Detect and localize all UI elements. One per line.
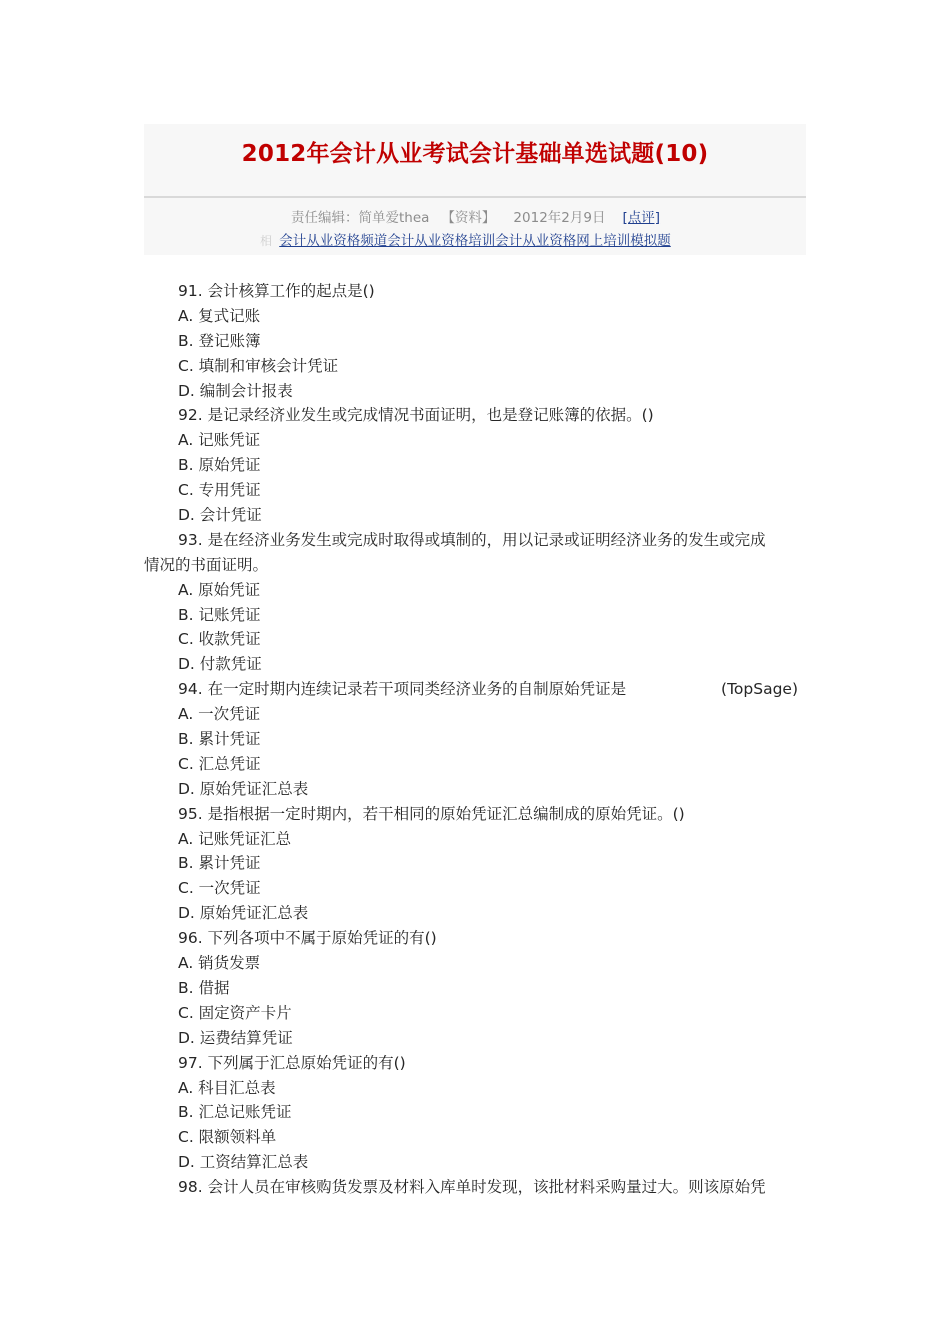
- related-links-row: [144, 229, 806, 253]
- option: B. 累计凭证: [178, 730, 261, 749]
- related-links[interactable]: 会计从业资格频道会计从业资格培训会计从业资格网上培训模拟题: [279, 233, 671, 249]
- meta-band: [144, 198, 806, 255]
- option: B. 借据: [178, 978, 230, 997]
- option: C. 固定资产卡片: [178, 1003, 292, 1022]
- source-tag: (TopSage): [721, 680, 798, 699]
- option: D. 原始凭证汇总表: [178, 779, 309, 798]
- option: D. 工资结算汇总表: [178, 1153, 309, 1172]
- option: C. 填制和审核会计凭证: [178, 356, 339, 375]
- question-stem: 92. 是记录经济业发生或完成情况书面证明，也是登记账簿的依据。(): [178, 406, 654, 425]
- option: D. 原始凭证汇总表: [178, 904, 309, 923]
- review-link[interactable]: [点评]: [622, 210, 661, 226]
- question-stem: 91. 会计核算工作的起点是(): [178, 282, 375, 300]
- option: B. 原始凭证: [178, 456, 261, 475]
- question-stem-continued: 情况的书面证明。: [144, 555, 269, 574]
- editor-text: 责任编辑：简单爱thea: [290, 210, 430, 226]
- date-text: 2012年2月9日: [513, 210, 606, 226]
- option: B. 记账凭证: [178, 605, 261, 624]
- option: A. 一次凭证: [178, 705, 261, 724]
- option: B. 汇总记账凭证: [178, 1103, 292, 1122]
- option: D. 编制会计报表: [178, 381, 293, 400]
- option: B. 累计凭证: [178, 854, 261, 873]
- option: A. 记账凭证汇总: [178, 829, 292, 848]
- option: C. 限额领料单: [178, 1128, 277, 1147]
- question-stem: 95. 是指根据一定时期内，若干相同的原始凭证汇总编制成的原始凭证。(): [178, 804, 685, 823]
- option: A. 复式记账: [178, 306, 261, 325]
- related-label: 相: [260, 234, 273, 248]
- question-stem: 96. 下列各项中不属于原始凭证的有(): [178, 929, 437, 948]
- question-stem: 93. 是在经济业务发生或完成时取得或填制的，用以记录或证明经济业务的发生或完成: [178, 530, 766, 549]
- option: C. 专用凭证: [178, 481, 261, 500]
- source-text: 【资料】: [441, 210, 496, 226]
- page-title: 2012年会计从业考试会计基础单选试题(10): [241, 141, 709, 167]
- article-body: [144, 255, 806, 1199]
- option: C. 汇总凭证: [178, 754, 261, 773]
- question-stem: 98. 会计人员在审核购货发票及材料入库单时发现，该批材料采购量过大。则该原始凭: [178, 1178, 766, 1197]
- option: A. 销货发票: [178, 954, 261, 973]
- article-meta: [144, 198, 806, 229]
- question-stem: 97. 下列属于汇总原始凭证的有(): [178, 1053, 406, 1072]
- option: A. 原始凭证: [178, 580, 261, 599]
- title-band: [144, 124, 806, 198]
- question-row: [144, 677, 806, 702]
- option: A. 记账凭证: [178, 431, 261, 450]
- option: A. 科目汇总表: [178, 1078, 276, 1097]
- option: D. 会计凭证: [178, 506, 262, 525]
- option: C. 收款凭证: [178, 630, 261, 649]
- option: B. 登记账簿: [178, 331, 261, 350]
- article: [144, 124, 806, 1199]
- question-stem: 94. 在一定时期内连续记录若干项同类经济业务的自制原始凭证是: [178, 680, 627, 699]
- option: D. 付款凭证: [178, 655, 262, 674]
- option: D. 运费结算凭证: [178, 1028, 293, 1047]
- option: C. 一次凭证: [178, 879, 261, 898]
